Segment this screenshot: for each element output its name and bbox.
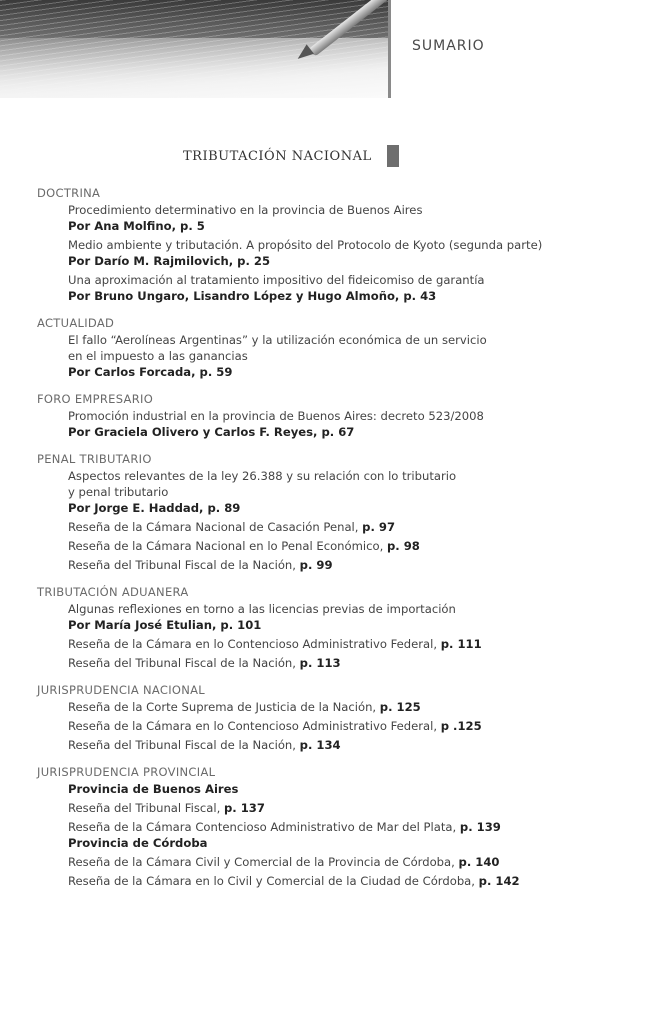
category-heading: DOCTRINA <box>37 186 101 200</box>
page-number: p. 134 <box>299 738 341 752</box>
toc-group <box>37 390 637 440</box>
page-number: p. 125 <box>379 700 421 714</box>
toc-entry <box>68 538 637 554</box>
entry-author: Por Ana Molfino, p. 5 <box>68 219 205 233</box>
toc-group <box>37 184 637 304</box>
page-number: p. 97 <box>362 520 396 534</box>
toc-entry <box>68 854 637 870</box>
page-number: p. 113 <box>299 656 341 670</box>
page-number: p. 139 <box>459 820 501 834</box>
toc-entry <box>68 655 637 671</box>
toc-group <box>37 681 637 753</box>
toc-group <box>37 763 637 889</box>
entry-title: Reseña de la Cámara en lo Contencioso Administrativo Federal, <box>68 719 438 733</box>
toc-entry <box>68 636 637 652</box>
toc-group <box>37 314 637 380</box>
header-label: SUMARIO <box>412 38 485 54</box>
toc-entry <box>68 873 637 889</box>
toc-entry <box>68 519 637 535</box>
entry-title: Reseña del Tribunal Fiscal de la Nación, <box>68 558 296 572</box>
category-heading: PENAL TRIBUTARIO <box>37 452 152 466</box>
entry-title: Reseña del Tribunal Fiscal, <box>68 801 221 815</box>
page-number: p. 137 <box>223 801 265 815</box>
entry-title: Reseña de la Cámara Nacional de Casación Penal, <box>68 520 359 534</box>
entry-author: Por Jorge E. Haddad, p. 89 <box>68 501 241 515</box>
toc-entry <box>68 718 637 734</box>
category-heading: JURISPRUDENCIA NACIONAL <box>37 683 206 697</box>
entry-title: Algunas reflexiones en torno a las licencias previas de importación <box>68 602 456 616</box>
toc-entry <box>68 468 637 516</box>
section-title-marker <box>387 145 399 167</box>
entry-title-continued: en el impuesto a las ganancias <box>68 349 248 363</box>
entry-title-continued: y penal tributario <box>68 485 169 499</box>
header-photo-pen <box>0 0 388 98</box>
toc-entry <box>68 237 637 269</box>
entry-author: Por Carlos Forcada, p. 59 <box>68 365 233 379</box>
entry-title: Procedimiento determinativo en la provincia de Buenos Aires <box>68 203 423 217</box>
entry-title: Reseña del Tribunal Fiscal de la Nación, <box>68 738 296 752</box>
category-heading: ACTUALIDAD <box>37 316 115 330</box>
entry-author: Por Darío M. Rajmilovich, p. 25 <box>68 254 271 268</box>
toc-entry <box>68 202 637 234</box>
entry-title: Reseña del Tribunal Fiscal de la Nación, <box>68 656 296 670</box>
entry-author: Por Bruno Ungaro, Lisandro López y Hugo Almoño, p. 43 <box>68 289 437 303</box>
toc-entry <box>68 699 637 715</box>
entry-title: Aspectos relevantes de la ley 26.388 y su relación con lo tributario <box>68 469 457 483</box>
toc-entry <box>68 272 637 304</box>
entry-title: Medio ambiente y tributación. A propósito del Protocolo de Kyoto (segunda parte) <box>68 238 543 252</box>
subsection-heading: Provincia de Buenos Aires <box>68 782 239 796</box>
page-number: p .125 <box>440 719 482 733</box>
subsection-heading: Provincia de Córdoba <box>68 836 208 850</box>
entry-author: Por María José Etulian, p. 101 <box>68 618 262 632</box>
entry-title: Reseña de la Cámara Civil y Comercial de la Provincia de Córdoba, <box>68 855 455 869</box>
entry-title: Reseña de la Cámara en lo Contencioso Administrativo Federal, <box>68 637 438 651</box>
header-divider <box>388 0 391 98</box>
header-photo-paper <box>0 38 388 98</box>
toc-entry <box>68 601 637 633</box>
entry-title: Una aproximación al tratamiento impositivo del fideicomiso de garantía <box>68 273 485 287</box>
entry-title: Reseña de la Corte Suprema de Justicia de la Nación, <box>68 700 377 714</box>
entry-title: Reseña de la Cámara Contencioso Administrativo de Mar del Plata, <box>68 820 457 834</box>
entry-title: Reseña de la Cámara Nacional en lo Penal Económico, <box>68 539 384 553</box>
category-heading: TRIBUTACIÓN ADUANERA <box>37 585 189 599</box>
page-number: p. 99 <box>299 558 333 572</box>
entry-title: Reseña de la Cámara en lo Civil y Comercial de la Ciudad de Córdoba, <box>68 874 475 888</box>
toc-group <box>37 450 637 573</box>
page-number: p. 140 <box>458 855 500 869</box>
page-number: p. 142 <box>478 874 520 888</box>
entry-title: El fallo “Aerolíneas Argentinas” y la utilización económica de un servicio <box>68 333 487 347</box>
page-number: p. 111 <box>440 637 482 651</box>
toc-entry <box>68 557 637 573</box>
toc-entry <box>68 332 637 380</box>
entry-title: Promoción industrial en la provincia de Buenos Aires: decreto 523/2008 <box>68 409 484 423</box>
table-of-contents <box>37 184 637 899</box>
toc-entry <box>68 408 637 440</box>
toc-entry <box>68 819 637 835</box>
toc-group <box>37 583 637 671</box>
entry-author: Por Graciela Olivero y Carlos F. Reyes, p. 67 <box>68 425 355 439</box>
section-title: TRIBUTACIÓN NACIONAL <box>183 149 372 164</box>
category-heading: JURISPRUDENCIA PROVINCIAL <box>37 765 216 779</box>
category-heading: FORO EMPRESARIO <box>37 392 154 406</box>
page-number: p. 98 <box>386 539 420 553</box>
toc-entry <box>68 737 637 753</box>
toc-entry <box>68 800 637 816</box>
